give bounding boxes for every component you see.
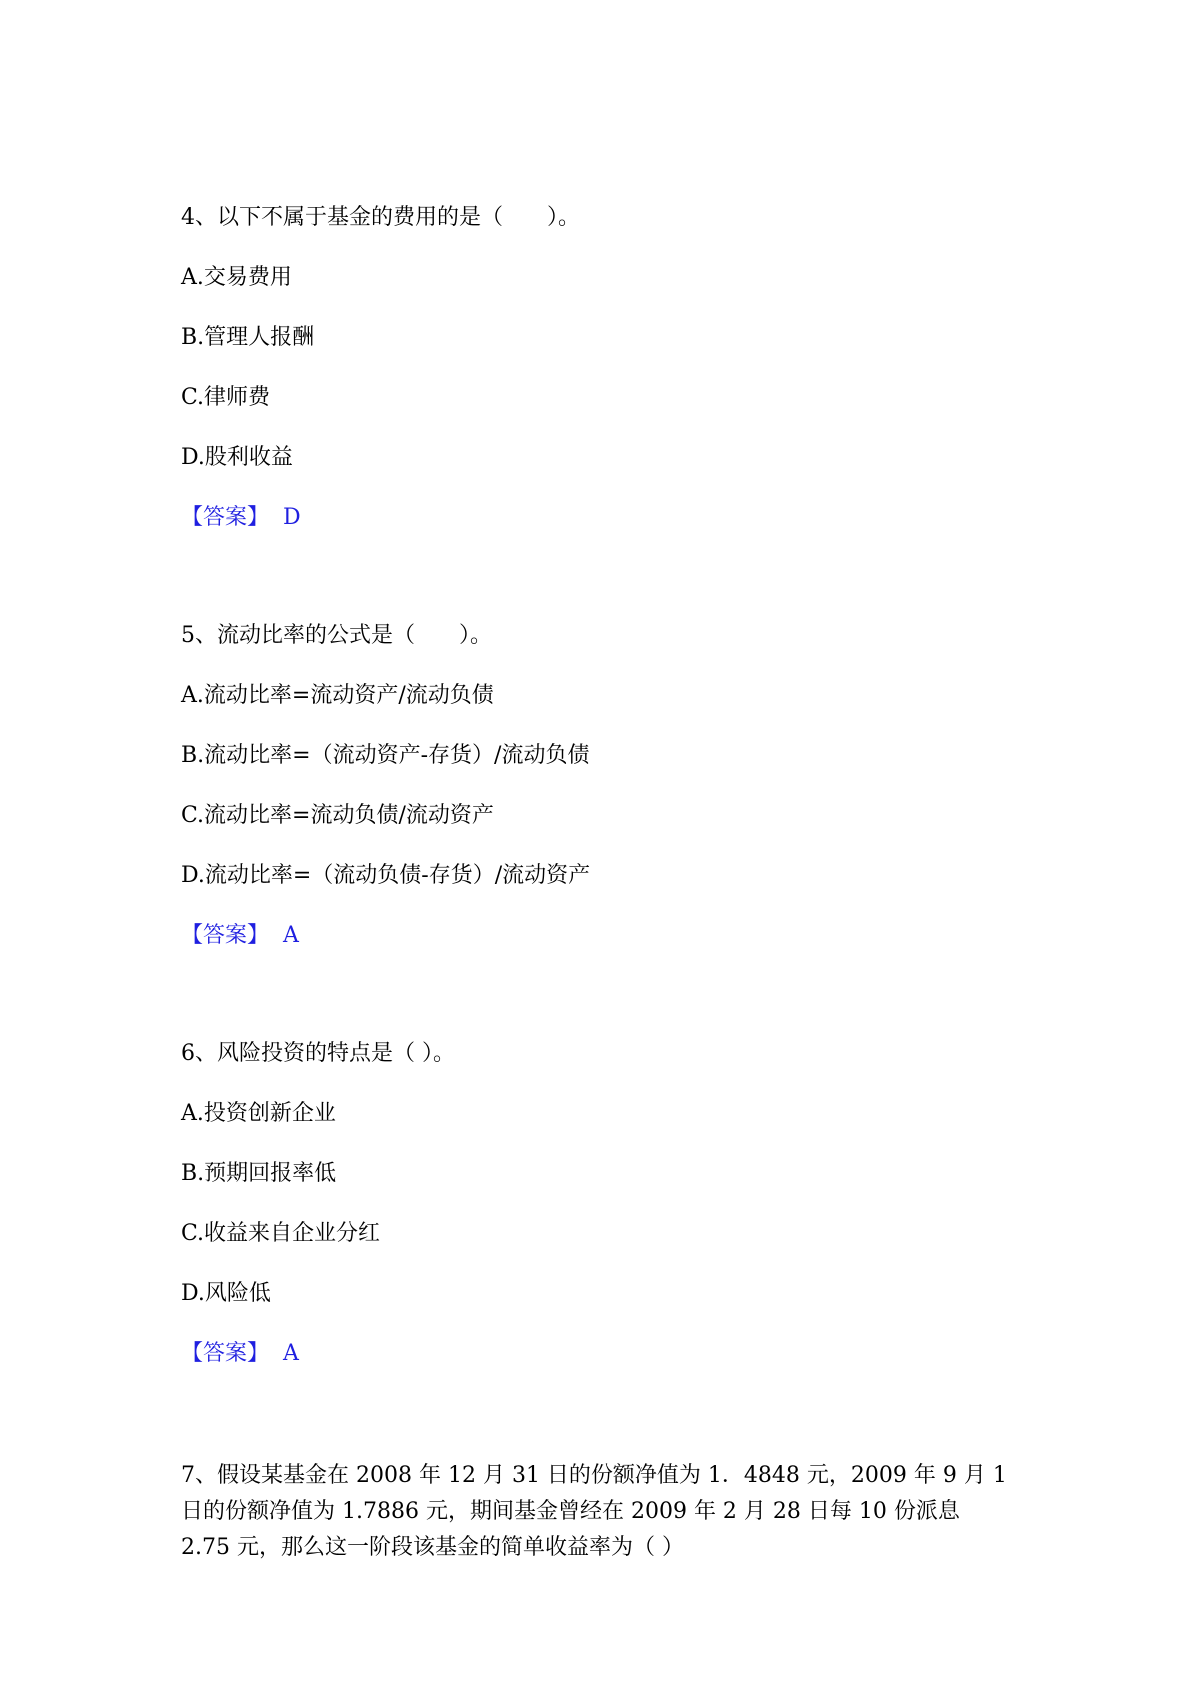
answer-value: A xyxy=(283,1341,299,1366)
question-5-option-c: C.流动比率=流动负债/流动资产 xyxy=(181,803,494,828)
question-5-option-b: B.流动比率=（流动资产-存货）/流动负债 xyxy=(181,743,590,768)
question-6-option-c: C.收益来自企业分红 xyxy=(181,1221,381,1246)
question-7-stem-line-2: 日的份额净值为 1.7886 元，期间基金曾经在 2009 年 2 月 28 日每 10 份派息 xyxy=(181,1499,960,1524)
question-4-option-b: B.管理人报酬 xyxy=(181,325,315,350)
question-6-answer xyxy=(181,1340,299,1368)
question-5-option-a: A.流动比率=流动资产/流动负债 xyxy=(181,683,494,708)
question-4-answer xyxy=(181,504,301,532)
question-4-option-c: C.律师费 xyxy=(181,385,271,410)
answer-label: 【答案】 xyxy=(181,1341,270,1366)
answer-value: A xyxy=(283,923,299,948)
question-6-stem: 6、风险投资的特点是（ ）。 xyxy=(181,1041,455,1066)
question-7-stem-line-1: 7、假设某基金在 2008 年 12 月 31 日的份额净值为 1．4848 元，2009 年 9 月 1 xyxy=(181,1463,1007,1488)
question-7-stem xyxy=(181,1458,1061,1566)
question-4-option-a: A.交易费用 xyxy=(181,265,292,290)
question-5-option-d: D.流动比率=（流动负债-存货）/流动资产 xyxy=(181,863,591,888)
question-6-option-a: A.投资创新企业 xyxy=(181,1101,336,1126)
answer-label: 【答案】 xyxy=(181,505,270,530)
answer-value: D xyxy=(283,505,301,530)
question-6-option-d: D.风险低 xyxy=(181,1281,271,1306)
question-5-stem: 5、流动比率的公式是（ ）。 xyxy=(181,623,492,648)
question-5-answer xyxy=(181,922,299,950)
question-4-stem: 4、以下不属于基金的费用的是（ ）。 xyxy=(181,205,580,230)
question-6-option-b: B.预期回报率低 xyxy=(181,1161,337,1186)
answer-label: 【答案】 xyxy=(181,923,270,948)
question-4-option-d: D.股利收益 xyxy=(181,445,293,470)
question-7-stem-line-3: 2.75 元，那么这一阶段该基金的简单收益率为（ ） xyxy=(181,1535,684,1560)
